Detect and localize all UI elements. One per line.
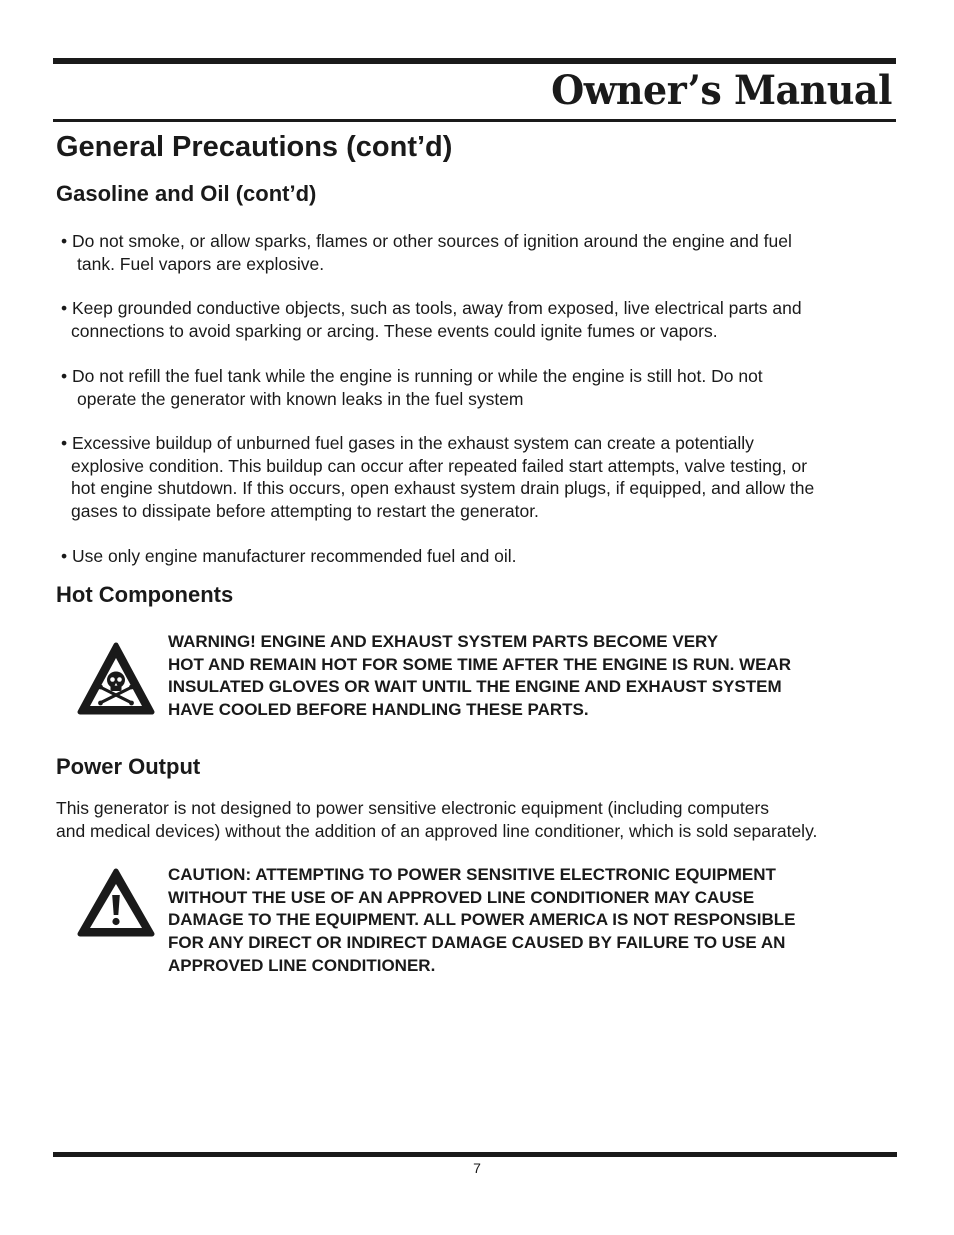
- page-number: 7: [473, 1160, 481, 1176]
- gasoline-bullet-1: [61, 230, 792, 275]
- header-rule-bottom: [53, 119, 896, 122]
- bullet-line: connections to avoid sparking or arcing. These events could ignite fumes or vapors.: [71, 320, 718, 341]
- warning-line: INSULATED GLOVES OR WAIT UNTIL THE ENGINE AND EXHAUST SYSTEM: [168, 677, 782, 697]
- caution-line: DAMAGE TO THE EQUIPMENT. ALL POWER AMERICA IS NOT RESPONSIBLE: [168, 910, 796, 930]
- gasoline-bullet-4: [61, 432, 814, 522]
- gasoline-bullet-2: [61, 297, 802, 342]
- gasoline-bullet-5: [61, 545, 517, 568]
- power-output-caution: [168, 864, 795, 978]
- bullet-line: operate the generator with known leaks in the fuel system: [77, 388, 524, 409]
- caution-line: WITHOUT THE USE OF AN APPROVED LINE CONDITIONER MAY CAUSE: [168, 887, 755, 907]
- gasoline-heading: Gasoline and Oil (cont’d): [56, 181, 317, 206]
- power-output-heading: Power Output: [56, 754, 201, 779]
- caution-line: CAUTION: ATTEMPTING TO POWER SENSITIVE ELECTRONIC EQUIPMENT: [168, 865, 776, 884]
- bullet-line: explosive condition. This buildup can occur after repeated failed start attempts, valve testing, or: [71, 455, 808, 476]
- exclamation-warning-icon: [77, 867, 155, 938]
- bullet-line: • Use only engine manufacturer recommended fuel and oil.: [61, 546, 517, 566]
- bullet-line: • Keep grounded conductive objects, such as tools, away from exposed, live electrical parts and: [61, 298, 802, 318]
- caution-line: APPROVED LINE CONDITIONER.: [168, 955, 436, 975]
- footer-rule: [53, 1152, 897, 1157]
- skull-crossbones-warning-icon: [77, 641, 155, 716]
- body-line: and medical devices) without the addition of an approved line conditioner, which is sold separately.: [56, 820, 818, 841]
- gasoline-bullet-3: [61, 365, 763, 410]
- power-output-body: [56, 797, 817, 842]
- page-heading: General Precautions (cont’d): [56, 131, 453, 163]
- bullet-line: • Do not smoke, or allow sparks, flames or other sources of ignition around the engine and fuel: [61, 231, 792, 251]
- caution-line: FOR ANY DIRECT OR INDIRECT DAMAGE CAUSED BY FAILURE TO USE AN: [168, 933, 786, 953]
- manual-title: Owner’s Manual: [551, 66, 892, 114]
- bullet-line: • Do not refill the fuel tank while the engine is running or while the engine is still hot. Do not: [61, 366, 763, 386]
- warning-line: HAVE COOLED BEFORE HANDLING THESE PARTS.: [168, 700, 589, 720]
- warning-line: HOT AND REMAIN HOT FOR SOME TIME AFTER THE ENGINE IS RUN. WEAR: [168, 654, 792, 674]
- body-line: This generator is not designed to power sensitive electronic equipment (including computers: [56, 798, 770, 818]
- bullet-line: • Excessive buildup of unburned fuel gases in the exhaust system can create a potentially: [61, 433, 754, 453]
- header-rule-top: [53, 58, 896, 64]
- bullet-line: tank. Fuel vapors are explosive.: [77, 253, 325, 274]
- hot-components-warning: [168, 631, 791, 722]
- hot-components-heading: Hot Components: [56, 582, 234, 607]
- bullet-line: gases to dissipate before attempting to restart the generator.: [71, 500, 539, 521]
- warning-line: WARNING! ENGINE AND EXHAUST SYSTEM PARTS BECOME VERY: [168, 632, 719, 651]
- bullet-line: hot engine shutdown. If this occurs, open exhaust system drain plugs, if equipped, and allow the: [71, 478, 815, 498]
